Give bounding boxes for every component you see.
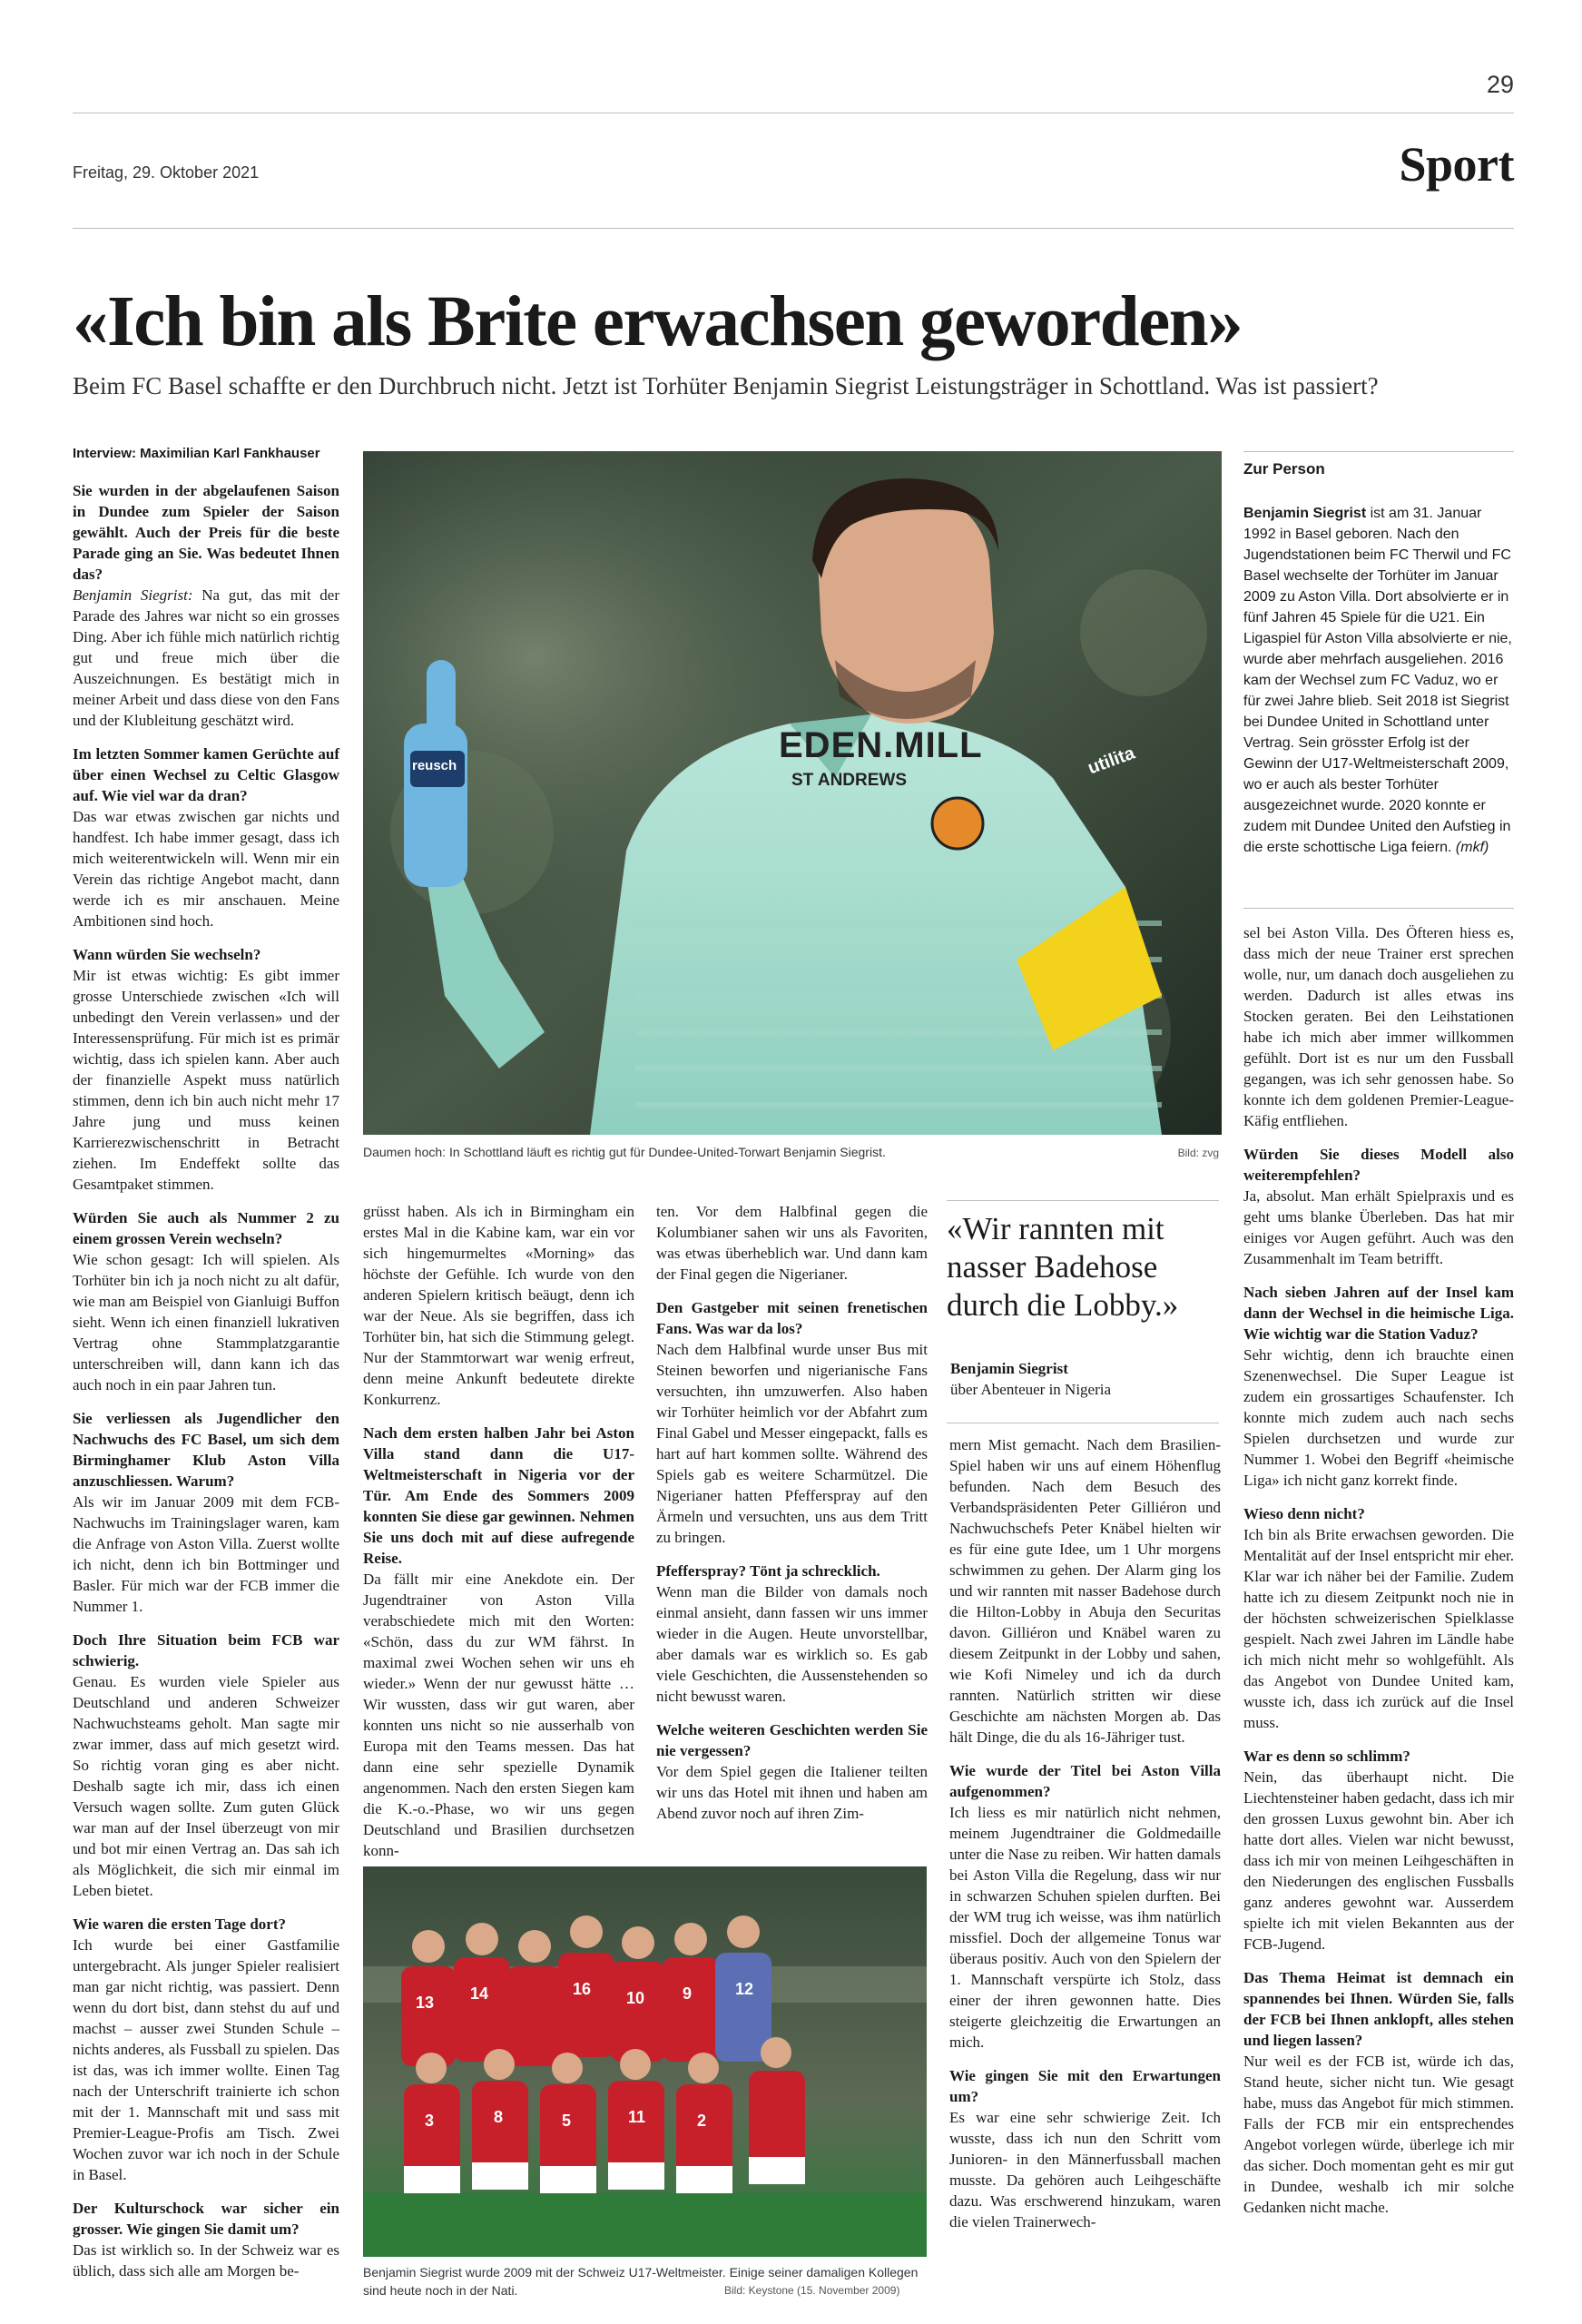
jersey-number: 3 <box>425 2112 435 2130</box>
answer: Nein, das überhaupt nicht. Die Liechtensteiner haben gedacht, dass ich mir den grossen Luxus gewohnt bin. Aber ich hatte dort alles. Vielen war nicht bewusst, dass ich mir von meinen Leihgeschäften in den Niederungen des englischen Fussballs ganz anderes gewohnt war. Ausserdem spielte ich mit vielen Bekannten aus der FCB-Jugend. <box>1243 1768 1514 1953</box>
answer: Genau. Es wurden viele Spieler aus Deutschland und anderen Schweizer Nachwuchsteams geholt. Man sagte mir zwar immer, dass auf mich gesetzt wird. So richtig voran ging es aber nicht. Deshalb sagte ich mir, dass ich einen Versuch wagen sollte. Zum guten Glück war man auf der Insel überzeugt von mir und bot mir einen Vertrag an. Das sah ich als Möglichkeit, die sich mir einmal im Leben bietet. <box>73 1673 339 1899</box>
page-number: 29 <box>1486 71 1514 98</box>
zur-person-text: ist am 31. Januar 1992 in Basel geboren. Nach den Jugendstationen beim FC Therwil und FC Basel wechselte der Torhüter im Januar 2009 zu Aston Villa. Dort absolvierte er in fünf Jahren 45 Spiele für die U21. Ein Ligaspiel für Aston Villa absolvierte er nie, wurde aber mehrfach ausgeliehen. 2016 kam der Wechsel zum FC Vaduz, wo er für zwei Jahre blieb. Seit 2018 ist Siegrist bei Dundee United in Schottland unter Vertrag. Sein grösster Erfolg ist der Gewinn der U17-Weltmeisterschaft 2009, wo er auch als bester Torhüter ausgezeichnet wurde. 2020 konnte er zudem mit Dundee United den Aufstieg in die erste schottische Liga feiern. <box>1243 506 1512 855</box>
photo-credit: Bild: zvg <box>1177 1147 1219 1159</box>
glove-brand: reusch <box>412 758 457 773</box>
answer: Na gut, das mit der Parade des Jahres war nicht so ein grosses Ding. Aber ich fühle mich natürlich richtig gut und freue mich über die Auszeichnungen. Es bestätigt mich in meiner Arbeit und dass diese von den Fans und der Klubleitung geschätzt wird. <box>73 586 339 729</box>
header-rule-bottom <box>73 228 1514 229</box>
answer: Da fällt mir eine Anekdote ein. Der Jugendtrainer von Aston Villa verabschiedete mich mit den Worten: «Schön, dass du zur WM fährst. In maximal zwei Wochen sehen wir uns eh wieder.» Wenn der nur gewusst hätte … Wir wussten, dass wir gut waren, aber konnten uns nicht so nie ausserhalb von Europa mit den Teams messen. Das hat dann eine sehr spezielle Dynamik angenommen. Nach den ersten Siegen kam die K.-o.-Phase, wo wir uns gegen Deutschland und Brasilien durchsetzen konn- <box>363 1571 634 1859</box>
column-1 <box>73 443 339 2294</box>
jersey-number: 13 <box>416 1994 435 2012</box>
speaker-label: Benjamin Siegrist: <box>73 586 193 604</box>
zur-person-title: Zur Person <box>1243 460 1325 478</box>
team-photo-caption: Benjamin Siegrist wurde 2009 mit der Schweiz U17-Weltmeister. Einige seiner damaligen Kollegen sind heute noch in der Nati. <box>363 2265 919 2298</box>
answer: Wie schon gesagt: Ich will spielen. Als Torhüter bin ich ja noch nicht zu alt dafür, wie man am Beispiel von Gianluigi Buffon sieht. Wenn ich einen finanziell lukrativen Vertrag ohne Stammplatzgarantie unterschreiben will, dann kann ich das auch noch in ein paar Jahren tun. <box>73 1251 339 1393</box>
jersey-number: 8 <box>494 2108 504 2126</box>
answer: Ja, absolut. Man erhält Spielpraxis und es geht ums blanke Überleben. Das hat mir einiges vor Augen geführt. Auch was den Zusammenhalt im Team betrifft. <box>1243 1187 1514 1267</box>
answer: Das war etwas zwischen gar nichts und handfest. Ich habe immer gesagt, dass ich mich weiterentwickeln will. Wenn mir ein Verein das richtige Angebot macht, dann werde ich es mir anschauen. Meine Ambitionen sind hoch. <box>73 808 339 930</box>
shirt-sponsor-sub: ST ANDREWS <box>791 771 908 790</box>
answer: Wenn man die Bilder von damals noch einmal ansieht, dann fassen wir uns immer wieder in die Augen. Heute unvorstellbar, aber damals war es wirklich so. Es gab viele Geschichten, die Aussenstehenden so nicht bewusst waren. <box>656 1583 928 1705</box>
question: Doch Ihre Situation beim FCB war schwierig. <box>73 1631 339 1669</box>
team-photo <box>363 1866 927 2257</box>
answer: Mir ist etwas wichtig: Es gibt immer grosse Unterschiede zwischen «Ich will unbedingt den Verein verlassen» und der Interessensprüfung. Für mich ist es primär wichtig, dass ich spielen kann. Aber auch der finanzielle Aspekt muss natürlich stimmen, denn ich bin auch nicht mehr 17 Jahre jung und muss keinen Karrierezwischenschritt in Betracht ziehen. Im Endeffekt sollte das Gesamtpaket stimmen. <box>73 967 339 1193</box>
jersey-number: 2 <box>697 2112 707 2130</box>
jersey-number: 10 <box>626 1989 645 2007</box>
answer: Ich wurde bei einer Gastfamilie untergebracht. Als junger Spieler realisiert man gar nicht richtig, was passiert. Denn wenn du dort bist, dann stehst du auf und machst – ausser zwei Stunden Schule – nichts anderes, als Fussball zu spielen. Das ist das, was ich immer wollte. Einen Tag nach der Unterschrift trainierte ich schon mit der 1. Mannschaft mit und sass mit Premier-League-Profis am Tisch. Zwei Wochen zuvor war ich noch in der Schule in Basel. <box>73 1936 339 2183</box>
pull-quote-context: über Abenteuer in Nigeria <box>950 1381 1112 1398</box>
column-2 <box>363 1201 634 1874</box>
answer: Ich bin als Brite erwachsen geworden. Die Mentalität auf der Insel entspricht mir eher. Klar war ich näher bei der Familie. Zudem hatte ich zu diesem Zeitpunkt noch nie in der höchsten schweizerischen Spielklasse gespielt. Nach zwei Jahren im Ländle habe ich mich nicht mehr so wohlgefühlt. Als das Angebot von Dundee United kam, wusste ich, dass ich zurück auf die Insel muss. <box>1243 1526 1514 1731</box>
sleeve-sponsor: utilita <box>1085 743 1138 779</box>
question: Das Thema Heimat ist demnach ein spannendes bei Ihnen. Würden Sie, falls der FCB bei Ihnen anklopft, alles stehen und liegen lassen? <box>1243 1969 1514 2049</box>
column-5 <box>1243 922 1514 2230</box>
photo-caption: Daumen hoch: In Schottland läuft es richtig gut für Dundee-United-Torwart Benjamin Siegrist. <box>363 1145 886 1159</box>
column-4 <box>949 1434 1221 2245</box>
question: Sie verliessen als Jugendlicher den Nachwuchs des FC Basel, um sich dem Birminghamer Klub Aston Villa anzuschliessen. Warum? <box>73 1410 339 1490</box>
goalkeeper-photo <box>363 451 1222 1135</box>
shirt-sponsor: EDEN.MILL <box>779 725 983 765</box>
question: Im letzten Sommer kamen Gerüchte auf über einen Wechsel zu Celtic Glasgow auf. Wie viel war da dran? <box>73 745 339 804</box>
question: Welche weiteren Geschichten werden Sie nie vergessen? <box>656 1721 928 1759</box>
issue-date: Freitag, 29. Oktober 2021 <box>73 163 260 182</box>
answer: Sehr wichtig, denn ich brauchte einen Szenenwechsel. Die Super League ist zudem ein grossartiges Schaufenster. Ich konnte mich zudem auch nach sechs Spielen durchsetzen und wurde zur Nummer 1. Wobei den Begriff «heimische Liga» ich nicht ganz korrekt finde. <box>1243 1346 1514 1489</box>
question: Den Gastgeber mit seinen frenetischen Fans. Was war da los? <box>656 1299 928 1337</box>
jersey-number: 5 <box>562 2112 572 2130</box>
question: Würden Sie auch als Nummer 2 zu einem grossen Verein wechseln? <box>73 1209 339 1247</box>
jersey-number: 12 <box>735 1980 754 1998</box>
article-lead: Beim FC Basel schaffte er den Durchbruch nicht. Jetzt ist Torhüter Benjamin Siegrist Leistungsträger in Schottland. Was ist passiert? <box>73 372 1379 399</box>
jersey-number: 9 <box>683 1984 693 2003</box>
question: Wann würden Sie wechseln? <box>73 946 261 963</box>
zur-person-name: Benjamin Siegrist <box>1243 506 1367 521</box>
question: Wie gingen Sie mit den Erwartungen um? <box>949 2067 1221 2105</box>
question: Würden Sie dieses Modell also weiterempfehlen? <box>1243 1146 1514 1184</box>
answer: Es war eine sehr schwierige Zeit. Ich wusste, dass ich nun den Schritt vom Junioren- in den Männerfussball machen musste. Da gehören auch Leihgeschäfte dazu. Was erschwerend hinzukam, waren die vielen Trainerwech- <box>949 2109 1221 2230</box>
article-headline: «Ich bin als Brite erwachsen geworden» <box>73 282 1243 361</box>
answer: Das ist wirklich so. In der Schweiz war es üblich, dass sich alle am Morgen be- <box>73 2241 339 2280</box>
section-title: Sport <box>1399 137 1514 192</box>
answer: Nach dem Halbfinal wurde unser Bus mit Steinen beworfen und nigerianische Fans versuchten, ihn umzuwerfen. Also haben wir Torhüter heimlich vor der Abfahrt zum Final Gabel und Messer eingepackt, falls es hart auf hart kommen sollte. Während des Spiels gab es weitere Scharmützel. Die Nigerianer hatten Pfefferspray auf den Ärmeln und versuchten, uns aus dem Tritt zu bringen. <box>656 1341 928 1546</box>
answer: Als wir im Januar 2009 mit dem FCB-Nachwuchs im Trainingslager waren, kam die Anfrage von Aston Villa. Zuerst wollte ich nicht, denn ich bin Bottminger und Basler. Für mich war der FCB immer die Nummer 1. <box>73 1493 339 1615</box>
answer: grüsst haben. Als ich in Birmingham ein erstes Mal in die Kabine kam, war ein vor sich hingemurmeltes «Morning» das höchste der Gefühle. Ich wurde von den anderen Spielern kritisch beäugt, denn ich war der Neue. Als sie begriffen, dass ich Torhüter bin, hat sich die Stimmung gelegt. Nur der Stammtorwart war wenig erfreut, denn meine Ankunft bedeutete direkte Konkurrenz. <box>363 1203 634 1408</box>
question: Wie waren die ersten Tage dort? <box>73 1915 286 1933</box>
team-photo-illustration <box>363 1866 927 2257</box>
jersey-number: 14 <box>470 1984 489 2003</box>
answer: mern Mist gemacht. Nach dem Brasilien-Spiel haben wir uns auf einem Höhenflug befunden. Nach dem Besuch des Verbandspräsidenten Peter Gilliéron und Nachwuchschefs Peter Knäbel hielten wir es für eine gute Idee, um 1 Uhr morgens schwimmen zu gehen. Der Alarm ging los und wir rannten mit nasser Badehose durch die Hilton-Lobby in Abuja den Securitas davon. Gilliéron und Knäbel waren zu diesem Zeitpunkt in der Lobby und sahen, wie Kofi Nimeley und ich da durch rannten. Natürlich stritten wir diese Geschichte am nächsten Morgen ab. Das hält Dinge, die du als 16-Jähriger tust. <box>949 1436 1221 1746</box>
question: War es denn so schlimm? <box>1243 1748 1410 1765</box>
jersey-number: 16 <box>573 1980 592 1998</box>
zur-person-box <box>1243 458 1514 858</box>
pull-quote: «Wir rannten mit nasser Badehose durch die Lobby.» <box>947 1211 1179 1323</box>
jersey-number: 11 <box>628 2108 646 2126</box>
zur-person-rule-bottom <box>1243 908 1514 909</box>
question: Wie wurde der Titel bei Aston Villa aufgenommen? <box>949 1762 1221 1800</box>
question: Nach dem ersten halben Jahr bei Aston Villa stand dann die U17-Weltmeisterschaft in Nigeria vor der Tür. Am Ende des Sommers 2009 konnten Sie diese gar gewinnen. Nehmen Sie uns doch mit auf diese aufregende Reise. <box>363 1424 634 1567</box>
question: Pfefferspray? Tönt ja schrecklich. <box>656 1562 880 1580</box>
zur-person-rule <box>1243 451 1514 452</box>
question: Wieso denn nicht? <box>1243 1505 1365 1522</box>
answer: Vor dem Spiel gegen die Italiener teilten wir uns das Hotel mit ihnen und haben am Abend zuvor noch auf ihren Zim- <box>656 1763 928 1822</box>
byline: Interview: Maximilian Karl Fankhauser <box>73 446 320 461</box>
pullquote-rule <box>947 1200 1219 1201</box>
question: Sie wurden in der abgelaufenen Saison in Dundee zum Spieler der Saison gewählt. Auch der Preis für die beste Parade ging an Sie. Was bedeutet Ihnen das? <box>73 482 339 583</box>
goalkeeper-photo-illustration <box>363 451 1222 1135</box>
answer: Nur weil es der FCB ist, würde ich das, Stand heute, sicher nicht tun. Wie gesagt habe, muss das Angebot für mich stimmen. Falls der FCB mir ein entsprechendes Angebot vorlegen würde, überlege ich mir das sicher. Doch momentan geht es mir gut in Dundee, weshalb ich mir solche Gedanken nicht mache. <box>1243 2053 1514 2216</box>
team-photo-credit: Bild: Keystone (15. November 2009) <box>724 2284 900 2297</box>
column-3 <box>656 1201 928 1837</box>
answer: Ich liess es mir natürlich nicht nehmen, meinem Jugendtrainer die Goldmedaille unter die Nase zu reiben. Wir hatten damals bei Aston Villa die Regelung, dass wir nur in schwarzen Schuhen spielen durften. Bei der WM trug ich weisse, was ihm natürlich missfiel. Doch der allgemeine Tonus war überaus positiv. Auch von den Spielern der 1. Mannschaft verspürte ich Stolz, dass einer der ihren gewonnen hatte. Dies steigerte gleichzeitig die Erwartungen an mich. <box>949 1804 1221 2051</box>
answer: ten. Vor dem Halbfinal gegen die Kolumbianer sahen wir uns als Favoriten, was etwas überheblich war. Und dann kam der Final gegen die Nigerianer. <box>656 1203 928 1283</box>
zur-person-author: (mkf) <box>1455 840 1489 855</box>
question: Der Kulturschock war sicher ein grosser. Wie gingen Sie damit um? <box>73 2200 339 2238</box>
question: Nach sieben Jahren auf der Insel kam dann der Wechsel in die heimische Liga. Wie wichtig war die Station Vaduz? <box>1243 1284 1514 1343</box>
pull-quote-author: Benjamin Siegrist <box>950 1360 1068 1377</box>
answer: sel bei Aston Villa. Des Öfteren hiess es, dass mich der neue Trainer erst sprechen wolle, nur, um danach doch ausgeliehen zu werden. Dadurch ist alles etwas ins Stocken geraten. Bei den Leihstationen habe ich mich aber immer willkommen gefühlt. Dort ist es nur um den Fussball gegangen, was ich sehr genossen habe. So konnte ich dem goldenen Premier-League-Käfig entfliehen. <box>1243 924 1514 1129</box>
